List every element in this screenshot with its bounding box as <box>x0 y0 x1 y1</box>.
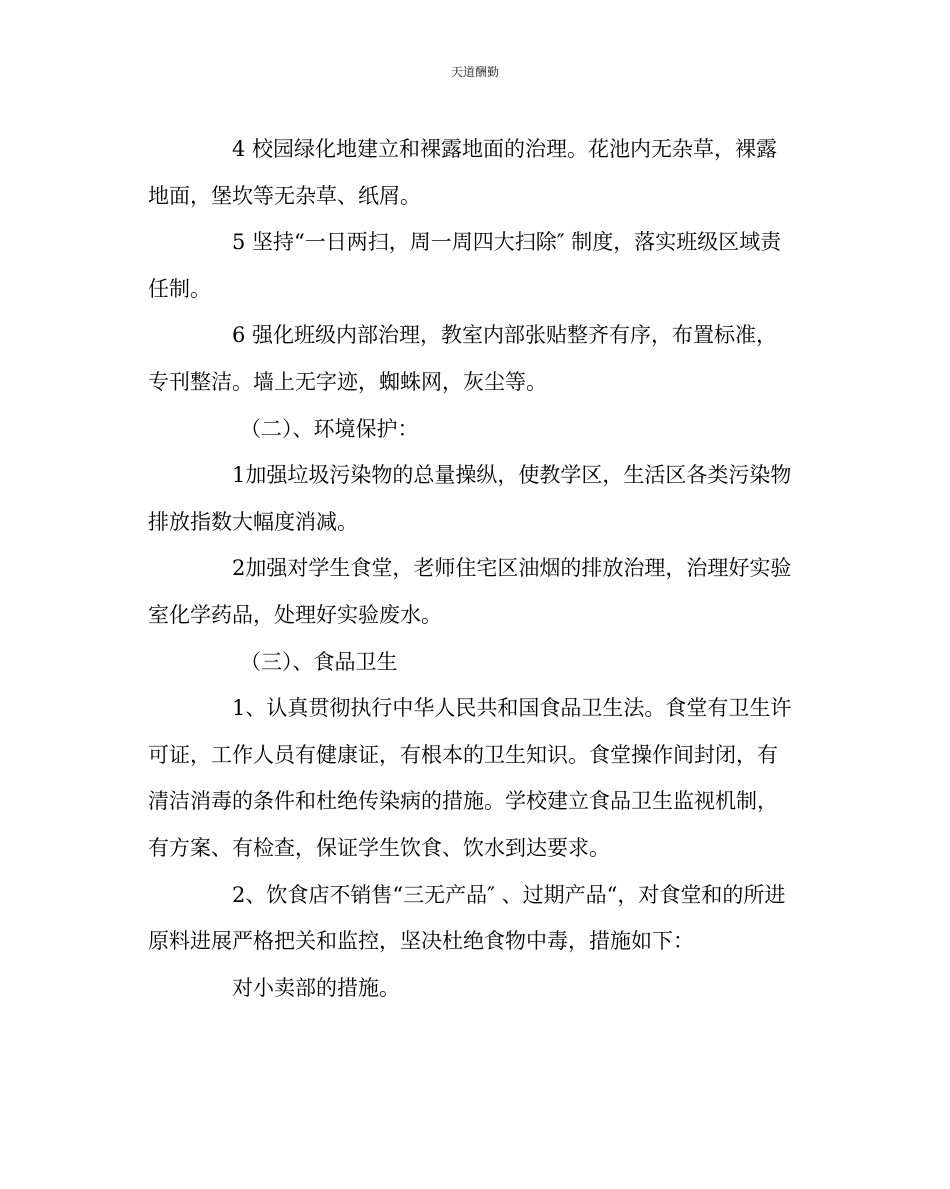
paragraph-item-1-pollution-control: 1加强垃圾污染物的总量操纵，使教学区，生活区各类污染物排放指数大幅度消减。 <box>148 463 792 534</box>
paragraph-item-5-cleaning-system: 5 坚持“一日两扫，周一周四大扫除″ 制度，落实班级区域责任制。 <box>148 230 782 301</box>
paragraph-item-1-food-law: 1、认真贯彻执行中华人民共和国食品卫生法。食堂有卫生许可证，工作人员有健康证，有根本的卫生知识。食堂操作间封闭，有清洁消毒的条件和杜绝传染病的措施。学校建立食品卫生监视机制，有方案、有检查，保证学生饮食、饮水到达要求。 <box>148 696 792 860</box>
section-heading-environment: （二）、环境保护： <box>240 416 419 441</box>
document-body <box>148 126 798 1011</box>
paragraph-item-6-class-management: 6 强化班级内部治理，教室内部张贴整齐有序，布置标准，专刊整洁。墙上无字迹，蜘蛛网，灰尘等。 <box>148 323 778 394</box>
paragraph-item-4-greening: 4 校园绿化地建立和裸露地面的治理。花池内无杂草，裸露地面，堡坎等无杂草、纸屑。 <box>148 137 778 208</box>
paragraph-item-2-food-store: 2、饮食店不销售“三无产品″ 、过期产品“，对食堂和的所进原料进展严格把关和监控，坚决杜绝食物中毒，措施如下： <box>148 882 786 954</box>
paragraph-item-2-fume-control: 2加强对学生食堂，老师住宅区油烟的排放治理，治理好实验室化学药品，处理好实验废水。 <box>148 556 792 627</box>
section-heading-food-hygiene: （三）、食品卫生 <box>240 649 398 674</box>
page-header: 天道酬勤 <box>450 65 499 79</box>
paragraph-canteen-measures: 对小卖部的措施。 <box>232 975 400 1000</box>
